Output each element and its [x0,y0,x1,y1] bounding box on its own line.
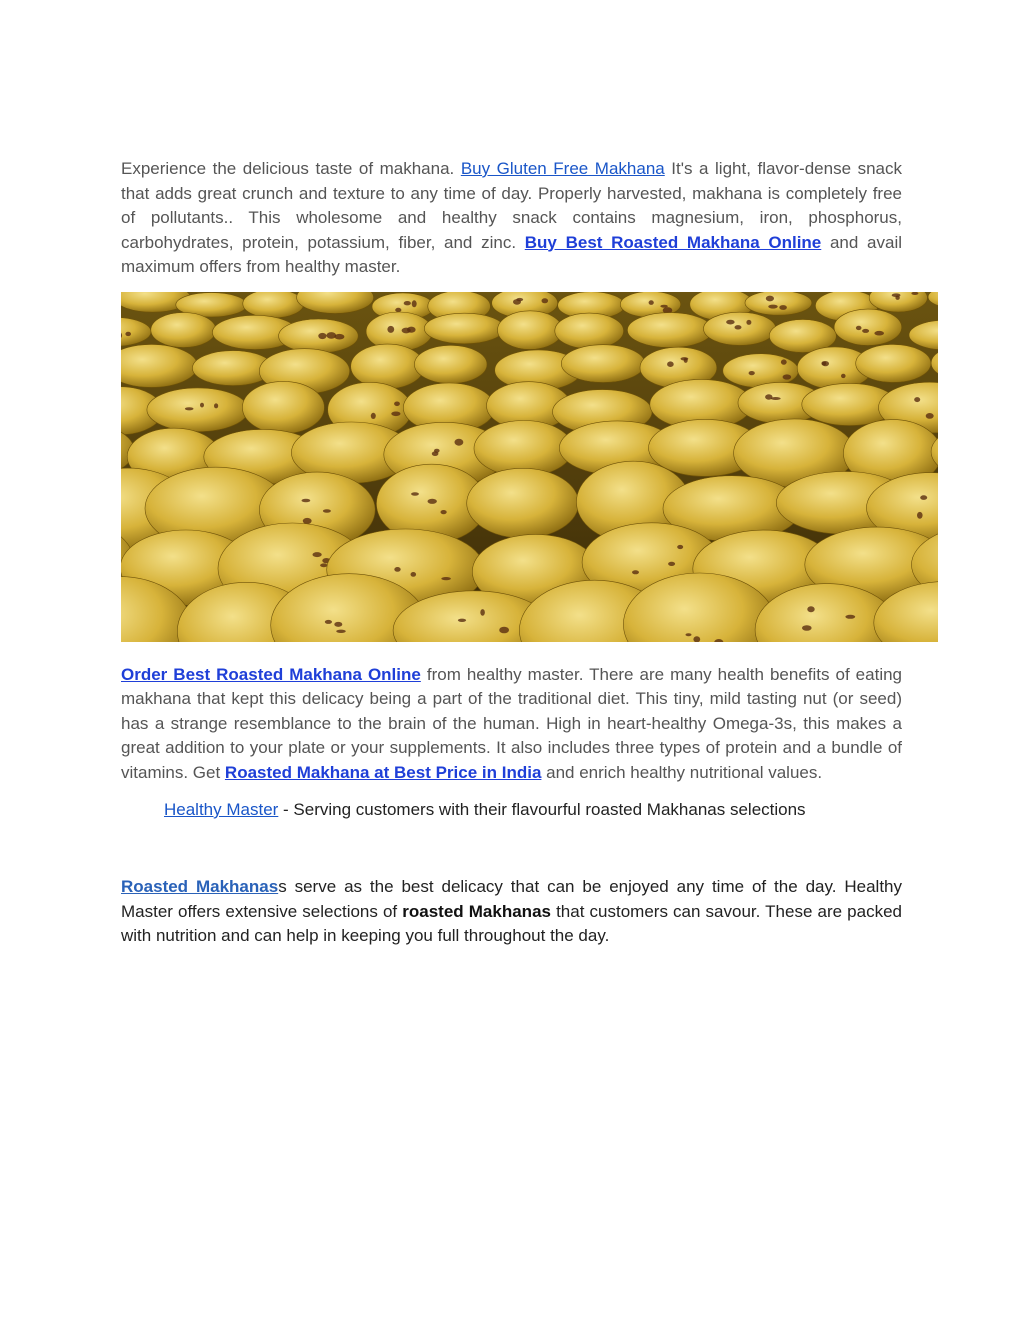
intro-text: It's a light, flavor-dense snack that adds great crunch and texture to any time of day. Properly harvested, makhana is completely free of pollutants.. This wholesome and healthy snack contains magnesium, iron, phosphorus, carbohydrates, protein, potassium, fiber, and zinc. [121,159,902,252]
makhana-speck [336,629,346,632]
makhana-speck [402,327,411,333]
makhana-speck [632,570,639,574]
buy-best-roasted-makhana-online-link[interactable]: Buy Best Roasted Makhana Online [524,232,822,252]
makhana-speck [686,633,692,636]
second-paragraph [121,663,902,786]
makhana-speck [325,619,332,623]
makhana-seed [498,310,563,349]
makhana-speck [428,498,437,503]
makhana-speck [313,552,322,557]
makhana-speck [323,509,331,512]
makhana-speck [411,572,417,577]
makhana-seed [151,312,216,347]
makhana-seed [243,292,304,318]
makhana-speck [822,361,829,366]
makhana-speck [320,563,327,567]
makhana-speck [387,325,394,332]
roasted-makhanas-link[interactable]: Roasted Makhanas [121,877,279,896]
makhana-speck [441,510,447,514]
makhana-seed [834,309,902,345]
makhana-seed [242,381,324,433]
makhana-speck [334,333,344,339]
makhana-speck [434,448,440,452]
makhana-speck [926,413,934,419]
makhana-speck [302,498,311,502]
roasted-makhanas-bold: roasted Makhanas [402,901,551,921]
makhana-speck [841,373,846,377]
third-text: that customers can savour. These are packed with nutrition and can help in keeping you full throughout the day. [121,901,902,945]
makhana-speck [845,614,855,618]
intro-text: Experience the delicious taste of makhana. [121,159,461,178]
makhana-speck [412,300,417,307]
makhana-seed [147,387,249,431]
third-text: s serve as the best delicacy that can be enjoyed any time of the day. Healthy Master offers extensive selections of [121,877,903,921]
makhana-speck [862,328,869,332]
makhana-speck [200,402,204,407]
makhana-speck [856,325,862,329]
makhana-seed [424,313,504,344]
makhana-photo [121,292,938,642]
makhana-speck [749,371,755,375]
makhana-seed [414,345,487,383]
makhana-seed [351,344,425,389]
makhana-speck [125,331,131,335]
document-content [121,157,902,949]
makhana-speck [513,299,521,305]
makhana-speck [726,319,734,324]
makhana-seed [561,344,645,382]
makhana-speck [395,307,401,311]
makhana-speck [735,325,742,329]
makhana-speck [783,374,792,379]
makhana-speck [677,544,683,548]
makhana-speck [892,293,901,297]
makhana-speck [214,403,218,408]
makhana-speck [303,517,312,523]
makhana-speck [499,626,509,633]
makhana-speck [681,357,689,360]
makhana-speck [480,609,485,616]
makhana-speck [326,332,336,339]
makhana-speck [766,295,774,301]
order-best-roasted-makhana-online-link[interactable]: Order Best Roasted Makhana Online [121,664,421,684]
makhana-speck [185,407,194,410]
second-text: and enrich healthy nutritional values. [541,762,823,782]
makhana-speck [765,394,772,399]
intro-paragraph [121,157,902,280]
makhana-speck [458,618,466,621]
tagline [164,798,902,822]
makhana-seed [856,344,931,382]
intro-text: and avail maximum offers from healthy master. [121,232,902,276]
makhana-speck [542,298,549,303]
makhana-speck [920,495,927,500]
makhana-speck [455,438,464,445]
makhana-speck [660,304,667,307]
makhana-speck [914,397,920,402]
makhana-speck [649,300,654,305]
healthy-master-link[interactable]: Healthy Master [164,800,279,819]
makhana-speck [334,621,342,626]
makhana-speck [318,332,326,338]
makhana-speck [781,359,787,364]
makhana-speck [394,401,400,406]
spacer [121,822,902,875]
makhana-seed [467,468,579,538]
makhana-speck [746,319,751,324]
makhana-speck [768,304,777,308]
makhana-seed [745,292,812,315]
makhana-speck [667,361,674,367]
makhana-speck [411,492,419,495]
makhana-speck [802,625,812,631]
makhana-speck [917,511,923,518]
tagline-text: - Serving customers with their flavourful roasted Makhanas selections [278,800,806,819]
makhana-speck [371,412,376,418]
makhana-speck [404,301,411,305]
makhana-seed [555,313,624,349]
roasted-makhana-best-price-india-link[interactable]: Roasted Makhana at Best Price in India [224,762,542,782]
makhana-speck [807,606,814,612]
buy-gluten-free-makhana-link[interactable]: Buy Gluten Free Makhana [460,159,665,178]
makhana-seed [627,312,712,347]
roasted-makhana-image [121,292,938,642]
third-paragraph [121,875,902,949]
makhana-speck [779,305,787,310]
makhana-speck [874,330,884,335]
makhana-speck [668,561,675,565]
makhana-speck [394,567,400,572]
makhana-speck [391,411,400,416]
makhana-seeds [121,292,938,642]
makhana-speck [441,577,451,580]
second-text: from healthy master. There are many health benefits of eating makhana that kept this delicacy being a part of the traditional diet. This tiny, mild tasting nut (or seed) has a strange resemblance to the brain of the human. High in heart-healthy Omega-3s, this makes a great addition to your plate or your supplements. It also includes three types of protein and a bundle of vitamins. Get [121,664,903,782]
